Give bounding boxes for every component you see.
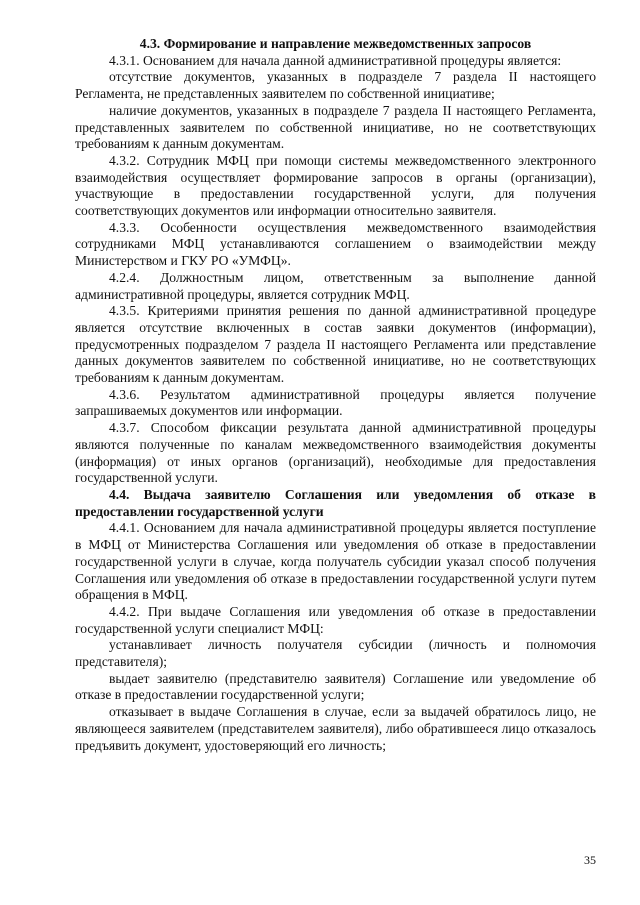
section-heading-4-4: 4.4. Выдача заявителю Соглашения или уведомления об отказе в предоставлении государственной услуги <box>75 486 596 519</box>
page-number: 35 <box>584 853 596 867</box>
paragraph-condition-present: наличие документов, указанных в подразделе 7 раздела II настоящего Регламента, представленных заявителем по собственной инициативе, но не соответствующих требованиям к данным документам. <box>75 102 596 152</box>
paragraph-4-4-1: 4.4.1. Основанием для начала административной процедуры является поступление в МФЦ от Министерства Соглашения или уведомления об отказе в предоставлении государственной услуги в случае, когда получатель субсидии указал способ получения Соглашения или уведомления об отказе в предоставлении государственной услуги путем обращения в МФЦ. <box>75 520 596 603</box>
paragraph-4-3-7: 4.3.7. Способом фиксации результата данной административной процедуры являются полученные по каналам межведомственного взаимодействия документы (информация) от иных органов (организаций), необходимые для предоставления государственной услуги. <box>75 420 596 486</box>
paragraph-4-3-5: 4.3.5. Критериями принятия решения по данной административной процедуре является отсутствие включенных в состав заявки документов (информации), предусмотренных подразделом 7 раздела II настоящего Регламента или представление данных документов заявителем по собственной инициативе, но не соответствующих требованиям к данным документам. <box>75 303 596 386</box>
section-heading-4-3: 4.3. Формирование и направление межведомственных запросов <box>139 36 532 51</box>
paragraph-4-4-2: 4.4.2. При выдаче Соглашения или уведомления об отказе в предоставлении государственной услуги специалист МФЦ: <box>75 603 596 636</box>
paragraph-refuse: отказывает в выдаче Соглашения в случае, если за выдачей обратилось лицо, не являющееся заявителем (представителем заявителя), либо обратившееся лицо отказалось предъявить документ, удостоверяющий его личность; <box>75 704 596 753</box>
paragraph-identify: устанавливает личность получателя субсидии (личность и полномочия представителя); <box>75 637 596 670</box>
paragraph-issue: выдает заявителю (представителю заявителя) Соглашение или уведомление об отказе в предоставлении государственной услуги; <box>75 670 596 703</box>
paragraph-4-3-6: 4.3.6. Результатом административной процедуры является получение запрашиваемых документов или информации. <box>75 386 596 419</box>
paragraph-4-3-1: 4.3.1. Основанием для начала данной административной процедуры является: <box>109 52 562 68</box>
paragraph-condition-absent: отсутствие документов, указанных в подразделе 7 раздела II настоящего Регламента, не представленных заявителем по собственной инициативе; <box>75 69 596 102</box>
paragraph-4-2-4: 4.2.4. Должностным лицом, ответственным за выполнение данной административной процедуры, является сотрудник МФЦ. <box>75 269 596 302</box>
paragraph-4-3-3: 4.3.3. Особенности осуществления межведомственного взаимодействия сотрудниками МФЦ устанавливаются соглашением о взаимодействии между Министерством и ГКУ РО «УМФЦ». <box>75 219 596 269</box>
paragraph-4-3-2: 4.3.2. Сотрудник МФЦ при помощи системы межведомственного электронного взаимодействия осуществляет формирование запросов в органы (организации), участвующие в предоставлении государственной услуги, для получения соответствующих документов или информации относительно заявителя. <box>75 152 596 219</box>
document-body <box>75 36 596 754</box>
